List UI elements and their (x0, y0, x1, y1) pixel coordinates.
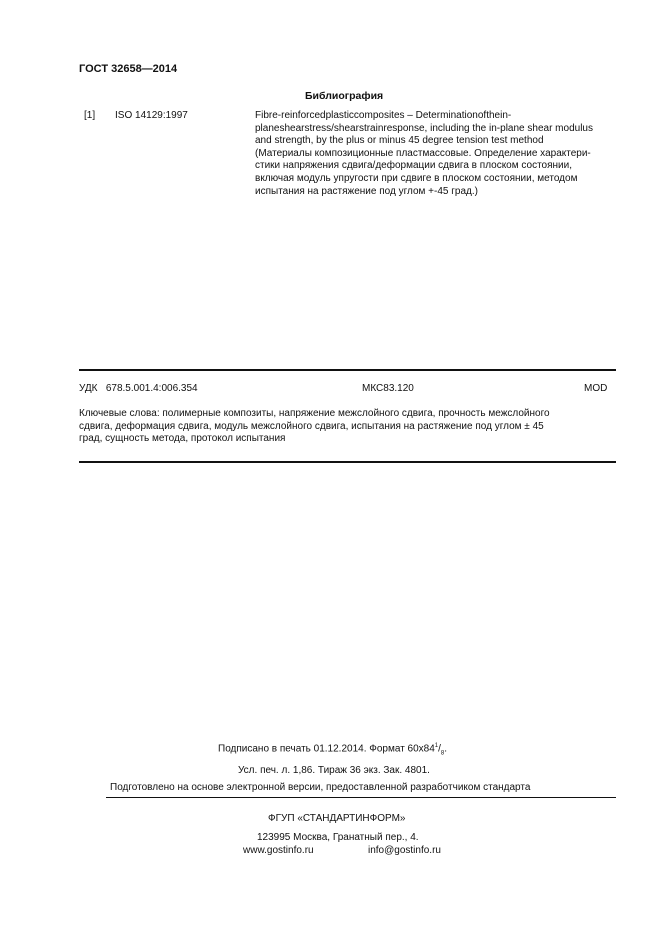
keywords (79, 408, 615, 446)
format-sup: 1 (434, 743, 439, 749)
format-sub: 8 (440, 750, 445, 757)
reference-index: [1] (84, 110, 96, 121)
divider-imprint (106, 797, 616, 798)
description-line: включая модуль упругости при сдвиге в плоском состоянии, методом (255, 172, 578, 184)
udk-code: УДК 678.5.001.4:006.354 (79, 383, 198, 394)
reference-code: ISO 14129:1997 (115, 110, 188, 121)
signed-text: Подписано в печать 01.12.2014. Формат 60x84 (218, 743, 435, 755)
description-line: испытания на растяжение под углом +-45 град.) (255, 185, 478, 197)
address: 123995 Москва, Гранатный пер., 4. (257, 832, 419, 843)
divider-top (79, 369, 616, 371)
mks-code: МКС83.120 (362, 383, 414, 394)
keywords-line: Ключевые слова: полимерные композиты, напряжение межслойного сдвига, прочность межслойного (79, 408, 550, 419)
description-line: Fibre-reinforcedplasticcomposites – Determinationofthein- (255, 110, 512, 121)
signed-suffix: . (444, 743, 448, 755)
signed-to-print: Подписано в печать 01.12.2014. Формат $60x84^1/_8$. (218, 743, 448, 757)
standard-number: ГОСТ 32658—2014 (79, 63, 178, 75)
mod-label: MOD (584, 383, 608, 394)
print-info: Усл. печ. л. 1,86. Тираж 36 экз. Зак. 4801. (238, 765, 430, 776)
publisher: ФГУП «СТАНДАРТИНФОРМ» (268, 813, 406, 824)
bibliography-title: Библиография (305, 90, 384, 102)
description-line: (Материалы композиционные пластмассовые. Определение характери- (255, 147, 591, 159)
keywords-line: град, сущность метода, протокол испытания (79, 433, 286, 444)
website: www.gostinfo.ru (243, 845, 314, 856)
email: info@gostinfo.ru (368, 845, 441, 856)
description-line: planeshearstress/shearstrainresponse, including the in-plane shear modulus (255, 122, 593, 134)
prepared-note: Подготовлено на основе электронной версии, предоставленной разработчиком стандарта (110, 782, 531, 793)
keywords-line: сдвига, деформация сдвига, модуль межслойного сдвига, испытания на растяжение под углом ± 45 (79, 420, 544, 432)
divider-bottom (79, 461, 616, 463)
description-line: and strength, by the plus or minus 45 degree tension test method (255, 135, 544, 147)
description-line: стики напряжения сдвига/деформации сдвига в плоском состоянии, (255, 160, 572, 172)
reference-description (255, 110, 625, 198)
